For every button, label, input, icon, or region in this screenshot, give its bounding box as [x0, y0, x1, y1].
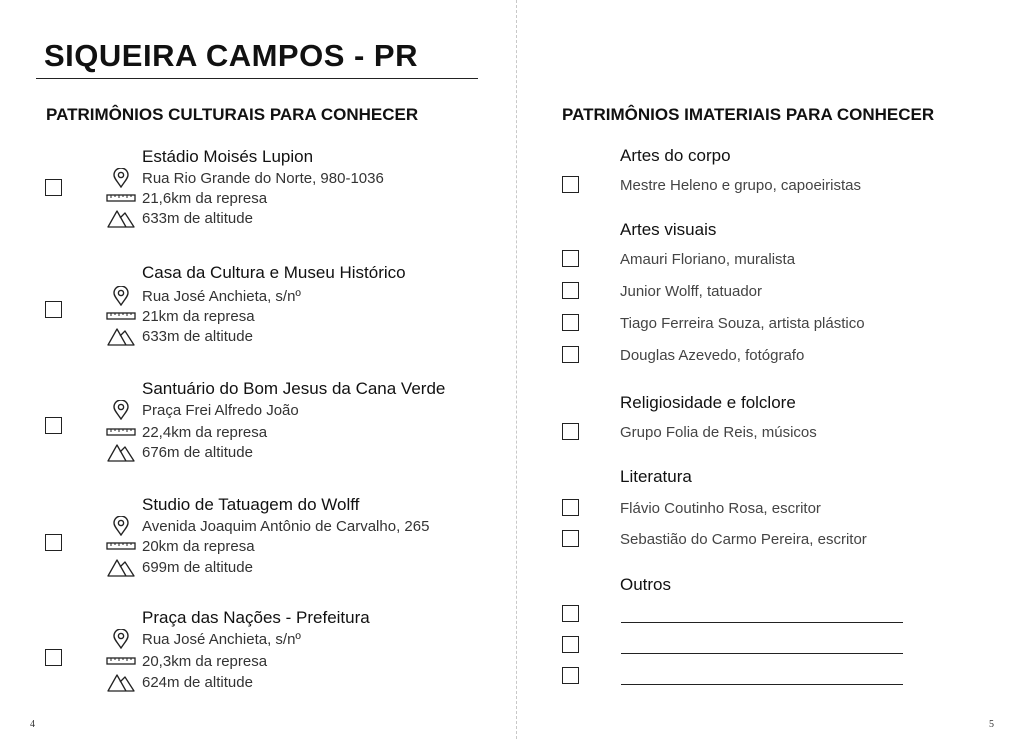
page-title: SIQUEIRA CAMPOS - PR — [44, 38, 418, 73]
ruler-icon — [106, 422, 136, 442]
place-altitude: 633m de altitude — [142, 328, 253, 345]
checkbox-item[interactable] — [562, 423, 579, 440]
fill-in-line[interactable] — [621, 684, 903, 685]
location-pin-icon — [106, 516, 136, 536]
item-label: Tiago Ferreira Souza, artista plástico — [620, 315, 865, 332]
place-distance: 21,6km da represa — [142, 190, 268, 207]
place-address: Praça Frei Alfredo João — [142, 402, 299, 419]
mountain-icon — [106, 442, 136, 462]
ruler-icon — [106, 651, 136, 671]
category-outros: Outros — [620, 575, 672, 594]
mountain-icon — [106, 672, 136, 692]
place-altitude: 633m de altitude — [142, 210, 253, 227]
item-label: Grupo Folia de Reis, músicos — [620, 424, 817, 441]
place-distance: 21km da represa — [142, 308, 255, 325]
place-name: Estádio Moisés Lupion — [142, 147, 314, 166]
place-address: Avenida Joaquim Antônio de Carvalho, 265 — [142, 518, 430, 535]
category-religiosidade-folclore: Religiosidade e folclore — [620, 393, 796, 412]
ruler-icon — [106, 188, 136, 208]
place-altitude: 699m de altitude — [142, 559, 253, 576]
checkbox-other-1[interactable] — [562, 605, 579, 622]
place-altitude: 624m de altitude — [142, 674, 253, 691]
checkbox-item[interactable] — [562, 499, 579, 516]
page-number-right: 5 — [989, 719, 994, 730]
location-pin-icon — [106, 400, 136, 420]
item-label: Douglas Azevedo, fotógrafo — [620, 347, 805, 364]
mountain-icon — [106, 326, 136, 346]
location-pin-icon — [106, 168, 136, 188]
title-underline — [36, 78, 478, 79]
checkbox-item[interactable] — [562, 176, 579, 193]
checkbox-item[interactable] — [562, 346, 579, 363]
mountain-icon — [106, 208, 136, 228]
item-label: Mestre Heleno e grupo, capoeiristas — [620, 177, 861, 194]
place-distance: 20,3km da represa — [142, 653, 268, 670]
fill-in-line[interactable] — [621, 653, 903, 654]
checkbox-item[interactable] — [562, 530, 579, 547]
checkbox-place-4[interactable] — [45, 534, 62, 551]
checkbox-other-3[interactable] — [562, 667, 579, 684]
checkbox-place-2[interactable] — [45, 301, 62, 318]
category-artes-visuais: Artes visuais — [620, 220, 717, 239]
item-label: Sebastião do Carmo Pereira, escritor — [620, 531, 867, 548]
checkbox-place-3[interactable] — [45, 417, 62, 434]
page-number-left: 4 — [30, 719, 35, 730]
location-pin-icon — [106, 286, 136, 306]
place-name: Santuário do Bom Jesus da Cana Verde — [142, 379, 446, 398]
location-pin-icon — [106, 629, 136, 649]
page-divider — [516, 0, 517, 739]
place-address: Rua Rio Grande do Norte, 980-1036 — [142, 170, 384, 187]
cultural-heritage-heading: PATRIMÔNIOS CULTURAIS PARA CONHECER — [46, 105, 419, 124]
category-artes-do-corpo: Artes do corpo — [620, 146, 731, 165]
ruler-icon — [106, 306, 136, 326]
place-name: Casa da Cultura e Museu Histórico — [142, 263, 406, 282]
item-label: Amauri Floriano, muralista — [620, 251, 796, 268]
place-address: Rua José Anchieta, s/nº — [142, 631, 301, 648]
intangible-heritage-heading: PATRIMÔNIOS IMATERIAIS PARA CONHECER — [562, 105, 935, 124]
ruler-icon — [106, 536, 136, 556]
checkbox-place-5[interactable] — [45, 649, 62, 666]
mountain-icon — [106, 557, 136, 577]
category-literatura: Literatura — [620, 467, 692, 486]
place-address: Rua José Anchieta, s/nº — [142, 288, 301, 305]
checkbox-item[interactable] — [562, 314, 579, 331]
place-distance: 22,4km da represa — [142, 424, 268, 441]
checkbox-item[interactable] — [562, 250, 579, 267]
item-label: Flávio Coutinho Rosa, escritor — [620, 500, 821, 517]
place-distance: 20km da represa — [142, 538, 255, 555]
checkbox-item[interactable] — [562, 282, 579, 299]
place-name: Studio de Tatuagem do Wolff — [142, 495, 360, 514]
checkbox-other-2[interactable] — [562, 636, 579, 653]
place-name: Praça das Nações - Prefeitura — [142, 608, 370, 627]
place-altitude: 676m de altitude — [142, 444, 253, 461]
fill-in-line[interactable] — [621, 622, 903, 623]
checkbox-place-1[interactable] — [45, 179, 62, 196]
item-label: Junior Wolff, tatuador — [620, 283, 763, 300]
